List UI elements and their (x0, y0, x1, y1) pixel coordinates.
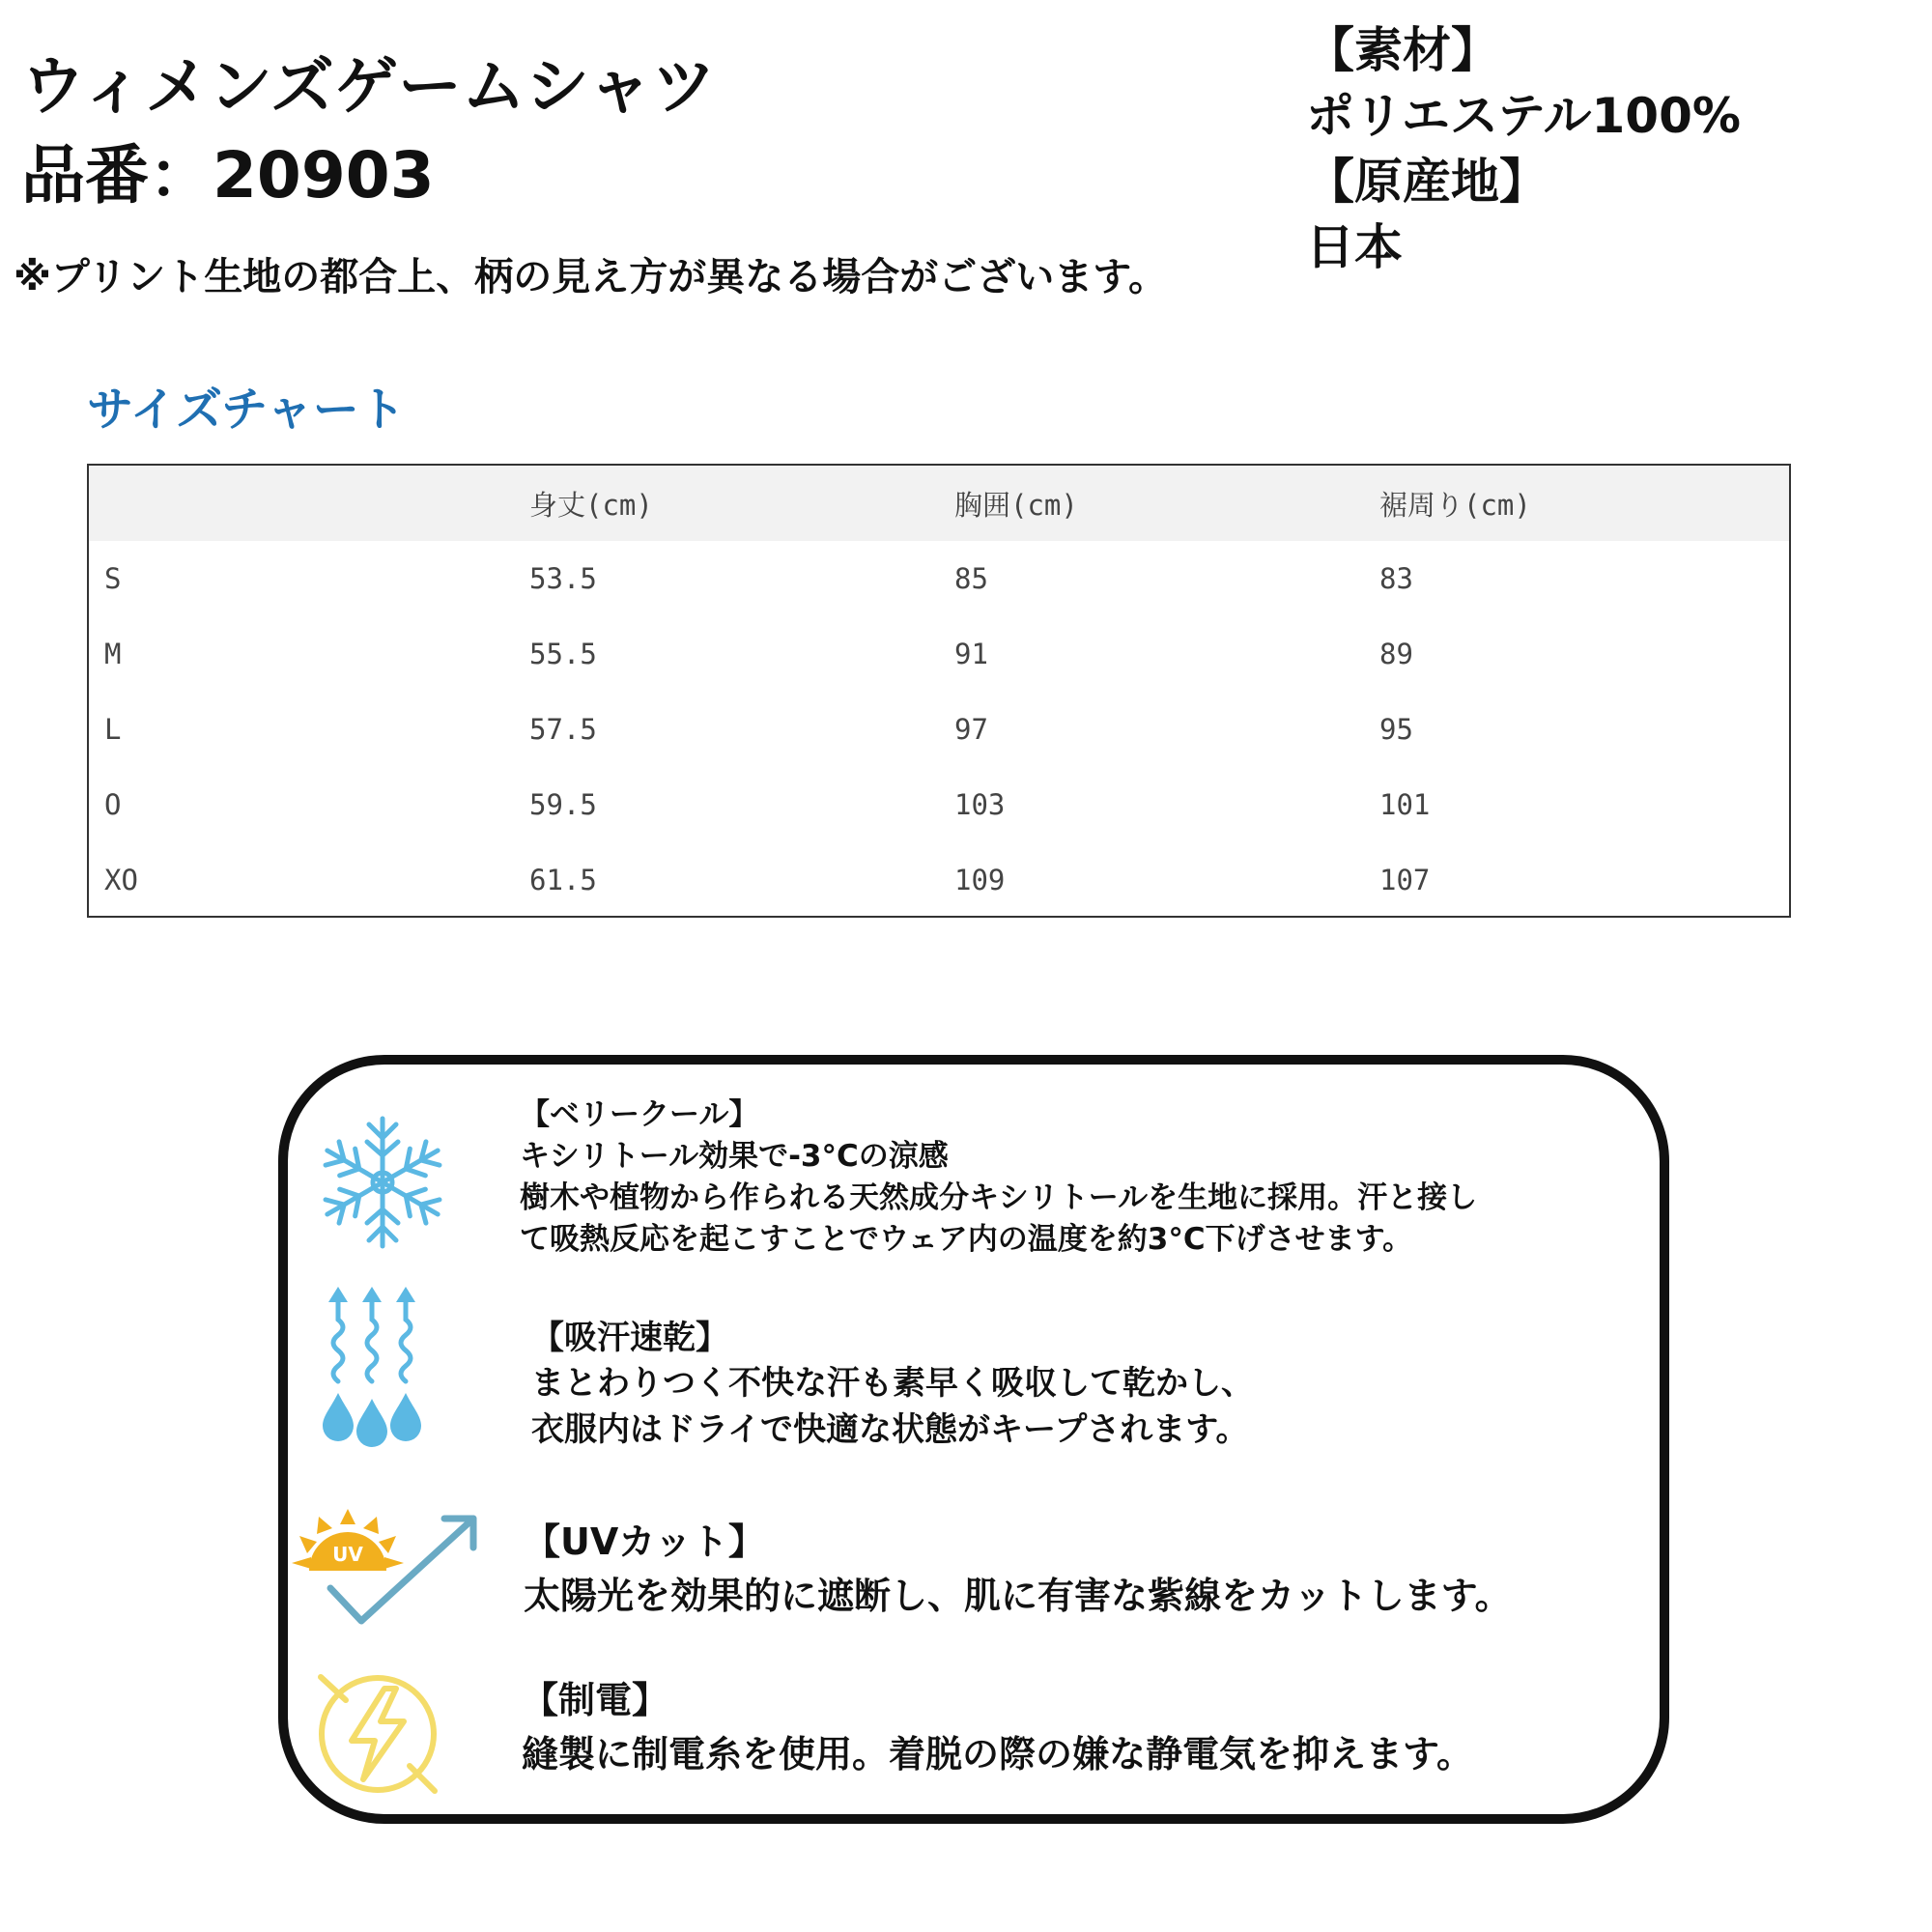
table-row (89, 767, 1789, 842)
feature-line: キシリトール効果で-3°Cの涼感 (520, 1139, 949, 1174)
table-header-row (89, 466, 1789, 541)
origin-label: 【原産地】 (1306, 154, 1548, 210)
product-code: 品番：20903 (21, 138, 435, 213)
hem-value: 107 (1379, 864, 1431, 896)
size-label: L (104, 713, 122, 746)
chest-value: 85 (954, 562, 988, 595)
feature-very-cool (520, 1094, 1477, 1261)
size-label: XO (104, 864, 138, 896)
header-cell-chest: 胸囲(cm) (954, 488, 1078, 522)
hem-value: 95 (1379, 713, 1413, 746)
table-row (89, 541, 1789, 616)
spec-block (1306, 17, 1741, 280)
feature-title: 【UVカット】 (524, 1520, 765, 1563)
feature-title: 【ベリークール】 (520, 1097, 759, 1132)
anti-static-icon (305, 1662, 450, 1806)
length-value: 59.5 (529, 788, 597, 821)
sweat-absorb-icon (319, 1285, 435, 1449)
chest-value: 109 (954, 864, 1006, 896)
feature-title: 【制電】 (522, 1679, 669, 1721)
feature-line: 太陽光を効果的に遮断し、肌に有害な紫線をカットします。 (524, 1575, 1512, 1617)
feature-line: まとわりつく不快な汗も素早く吸収して乾かし、 (531, 1364, 1254, 1403)
feature-uv-cut (524, 1515, 1512, 1623)
material-label: 【素材】 (1306, 22, 1499, 78)
table-row (89, 842, 1789, 918)
size-label: S (104, 562, 122, 595)
length-value: 61.5 (529, 864, 597, 896)
length-value: 55.5 (529, 638, 597, 670)
print-note: ※プリント生地の都合上、柄の見え方が異なる場合がございます。 (14, 255, 1168, 299)
feature-line: 縫製に制電糸を使用。着脱の際の嫌な静電気を抑えます。 (522, 1733, 1473, 1776)
feature-anti-static (522, 1673, 1473, 1781)
feature-sweat-absorb (531, 1316, 1254, 1453)
uv-icon-label: UV (332, 1543, 363, 1566)
table-row (89, 692, 1789, 767)
uv-cut-icon (290, 1507, 483, 1633)
snowflake-icon (311, 1111, 454, 1254)
hem-value: 83 (1379, 562, 1413, 595)
origin-value: 日本 (1306, 219, 1403, 275)
chest-value: 91 (954, 638, 988, 670)
chest-value: 103 (954, 788, 1006, 821)
size-table (87, 464, 1791, 918)
hem-value: 89 (1379, 638, 1413, 670)
feature-line: 衣服内はドライで快適な状態がキープされます。 (531, 1410, 1249, 1449)
table-row (89, 616, 1789, 692)
feature-title: 【吸汗速乾】 (531, 1319, 728, 1357)
size-chart-title: サイズチャート (87, 383, 406, 437)
size-label: M (104, 638, 122, 670)
material-value: ポリエステル100% (1306, 88, 1741, 144)
feature-line: て吸熱反応を起こすことでウェア内の温度を約3°C下げさせます。 (520, 1222, 1413, 1257)
length-value: 53.5 (529, 562, 597, 595)
feature-line: 樹木や植物から作られる天然成分キシリトールを生地に採用。汗と接し (520, 1180, 1478, 1215)
hem-value: 101 (1379, 788, 1431, 821)
length-value: 57.5 (529, 713, 597, 746)
size-label: O (104, 788, 122, 821)
header-cell-length: 身丈(cm) (529, 488, 653, 522)
header-cell-hem: 裾周り(cm) (1379, 488, 1531, 522)
product-name: ウィメンズゲームシャツ (21, 49, 716, 124)
chest-value: 97 (954, 713, 988, 746)
